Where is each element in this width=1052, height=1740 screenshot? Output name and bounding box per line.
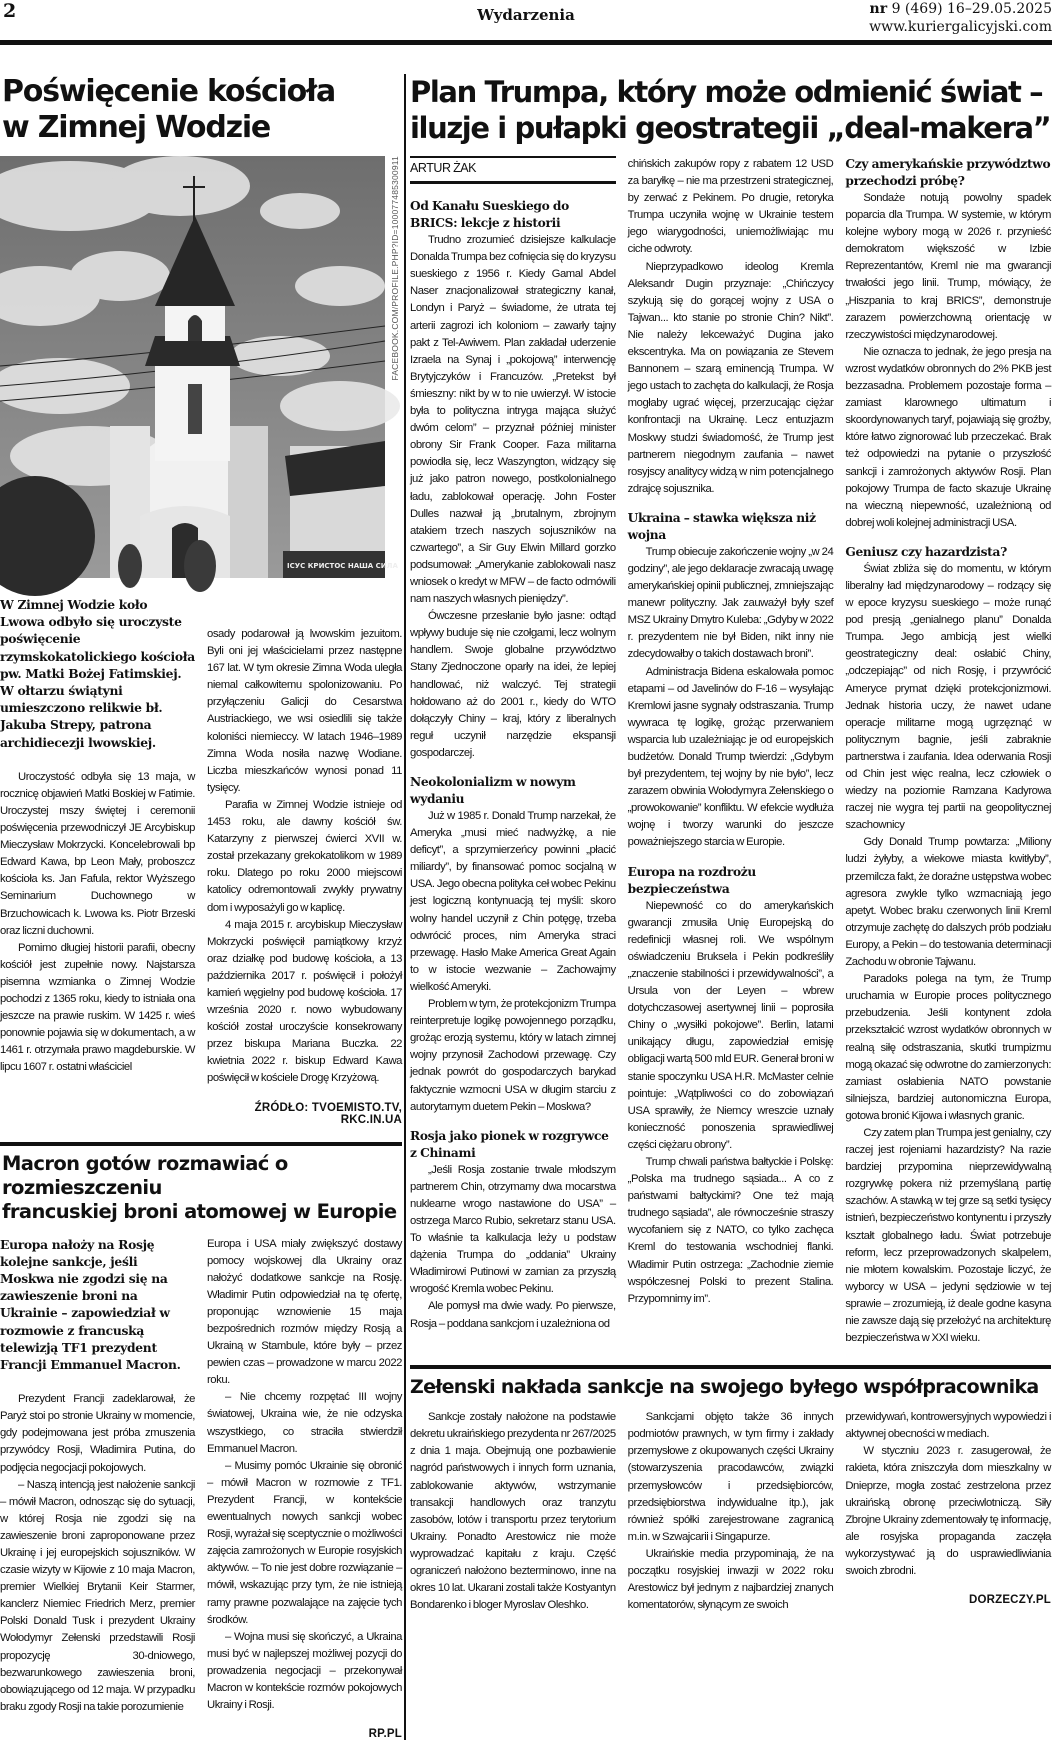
right-zone bbox=[410, 74, 1051, 1740]
paragraph: Gdy Donald Trump powtarza: „Miliony ludzi żyłyby, a wiekowe miasta kwitłyby”, przemilcza fakt, że doraźne ustępstwa wobec agresora zwykle tylko wzmacniają jego apetyt. Wobec braku czerwonych linii Kreml otrzymuje zachętę do dalszych prób podziału Europy, a Pekin – do testowania determinacji Zachodu w obronie Tajwanu. bbox=[845, 836, 1052, 969]
subheading: Ukraina – stawka większa niż wojna bbox=[627, 510, 816, 542]
macron-rule bbox=[0, 1142, 402, 1146]
trump-column-2 bbox=[628, 156, 834, 1308]
byline: ARTUR ŻAK bbox=[410, 156, 616, 184]
subheading: Europa na rozdrożu bezpieczeństwa bbox=[627, 864, 756, 896]
macron-column-1 bbox=[0, 1236, 195, 1716]
subheading: Od Kanału Sueskiego do BRICS: lekcje z historii bbox=[410, 199, 569, 231]
macron-column-1-body bbox=[0, 1391, 195, 1716]
church-column-2 bbox=[207, 596, 402, 1126]
paragraph: 4 maja 2015 r. arcybiskup Mieczysław Mokrzycki poświęcił pamiątkowy krzyż oraz działkę pod budowę kościoła, a 13 października 2017 r. poświęcił i położył kamień węgielny pod budowę kościoła. 17 września 2020 r. nowo wybudowany kościół został uroczyście konsekrowany przez biskupa Mariana Buczka. 22 kwietnia 2022 r. biskup Edward Kawa poświęcił w kościele Drogę Krzyżową. bbox=[207, 918, 402, 1085]
paragraph: – Wojna musi się skończyć, a Ukraina musi być w najlepszej możliwej pozycji do prowadzenia negocjacji – przekonywał Macron w kontekście rozmów pokojowych Ukrainy i Rosji. bbox=[207, 1630, 402, 1712]
church-photo-block bbox=[0, 156, 402, 578]
church-headline-line2: w Zimnej Wodzie bbox=[2, 110, 271, 145]
macron-headline bbox=[0, 1152, 402, 1224]
church-lead: W Zimnej Wodzie koło Lwowa odbyło się uroczyste poświęcenie rzymskokatolickiego kościoła pw. Matki Bożej Fatimskiej. W ołtarzu świątyni umieszczono relikwie bł. Jakuba Strepy, patrona archidiecezji lwowskiej. bbox=[0, 597, 195, 750]
column-divider bbox=[404, 74, 406, 1740]
trump-headline-line2: iluzje i pułapki geostrategii „deal-makera” bbox=[410, 111, 1051, 145]
subheading: Geniusz czy hazardzista? bbox=[845, 544, 1007, 559]
trump-headline-line1: Plan Trumpa, który może odmienić świat – bbox=[410, 75, 1043, 109]
church-headline-line1: Poświęcenie kościoła bbox=[2, 74, 336, 109]
church-column-1-body bbox=[0, 769, 195, 1077]
macron-source: RP.PL bbox=[368, 1728, 402, 1740]
paragraph: Trump obiecuje zakończenie wojny „w 24 godziny”, ale jego deklaracje zwracają uwagę amerykańskiej opinii publicznej, zmniejszając manewr polityczny. Jak zauważył były szef MSZ Ukrainy Dmytro Kuleba: „Gdyby w 2022 r. prezydentem nie był Biden, nikt inny nie zdecydowałby o takich dostawach broni”. bbox=[627, 545, 834, 661]
issue-prefix: nr bbox=[869, 1, 888, 17]
paragraph: Niepewność co do amerykańskich gwarancji zmusiła Unię Europejską do redefinicji własnej roli. We wspólnym oświadczeniu Bruksela i Pekin podkreśliły „znaczenie stabilności i przewidywalności”, a Ursula von der Leyen – wbrew dotychczasowej asertywnej linii – poprosiła Chiny o „wysiłki pokojowe”. Berlin, latami unikający długu, zapowiedział emisję obligacji wartą 500 mld EUR. Generał broni w stanie spoczynku USA H.R. McMaster celnie pointuje: „Wątpliwości co do zobowiązań USA sprawiły, że Niemcy wreszcie uznały konieczność ponoszenia sprawiedliwej części ciężaru obrony”. bbox=[627, 899, 834, 1151]
left-zone bbox=[0, 74, 402, 1740]
paragraph: Prezydent Francji zadeklarował, że Paryż stoi po stronie Ukrainy w momencie, gdy podejmowana jest próba zmuszenia przywódcy Rosji, Władimira Putina, do podjęcia negocjacji pokojowych. bbox=[0, 1393, 195, 1474]
photo-credit bbox=[388, 156, 402, 578]
trump-headline bbox=[410, 74, 1051, 146]
subheading: Czy amerykańskie przywództwo przechodzi próbę? bbox=[845, 157, 1051, 188]
paragraph: – Naszą intencją jest nałożenie sankcji – mówił Macron, odnosząc się do sytuacji, w której Rosja nie zgodzi się na zawieszenie broni zaproponowane przez Ukrainę i jej europejskich sojuszników. W czasie wizyty w Kijowie z 10 maja Macron, premier Wielkiej Brytanii Keir Starmer, kanclerz Niemiec Friedrich Merz, premier Polski Donald Tusk i prezydent Ukrainy Wołodymyr Zełenski przedstawili Rosji propozycję 30-dniowego, bezwarunkowego zawieszenia broni, obowiązującego od 12 maja. W przypadku braku zgody Rosji na takie porozumienie bbox=[0, 1478, 195, 1713]
macron-headline-line1: Macron gotów rozmawiać o rozmieszczeniu bbox=[2, 1151, 288, 1199]
paragraph: W styczniu 2023 r. zasugerował, że rakieta, która zniszczyła dom mieszkalny w Dnieprze, mogła zostać zestrzelona przez ukraińską obronę przeciwlotniczą. Siły Zbrojne Ukrainy zdementowały tę informację, ale rosyjska propaganda zaczęła wykorzystywać ją do usprawiedliwiania swoich zbrodni. bbox=[845, 1445, 1052, 1578]
macron-body bbox=[0, 1236, 402, 1740]
paragraph: Świat zbliża się do momentu, w którym liberalny ład międzynarodowy – rodzący się w epoce kryzysu sueskiego – może runąć pod presją „genialnego planu” Donalda Trumpa. Jego ambicją jest wielki geostrategiczny deal: osłabić Chiny, „odczepiając” od nich Rosję, i przywrócić Ameryce prymat dzięki protekcjonizmowi. Jednak historia uczy, że nawet udane operacje militarne mogą ugrzęznąć w politycznym bagnie, jeśli zabraknie partnerstwa i zaufania. Idea oderwania Rosji od Chin jest więc realna, lecz człowiek o wiedzy na poziomie Ramzana Kadyrowa raczej nie wygra tej partii na geopolitycznej szachownicy bbox=[845, 562, 1052, 832]
issue-info bbox=[869, 0, 1052, 36]
church-column-1 bbox=[0, 596, 195, 1077]
paragraph: chińskich zakupów ropy z rabatem 12 USD za baryłkę – nie ma przestrzeni strategicznej, by zerwać z Pekinem. Po drugie, retoryka Trumpa uczyniła wojnę w Ukrainie testem jego wiarygodności, uniemożliwiając mu ciche odwroty. bbox=[627, 158, 834, 256]
masthead-rule bbox=[0, 40, 1052, 45]
subheading: Rosja jako pionek w rozgrywce z Chinami bbox=[410, 1128, 609, 1160]
paragraph: Paradoks polega na tym, że Trump uruchamia w Europie proces politycznego przebudzenia. Jeśli kontynent zdoła przekształcić wzrost wydatków obronnych w realną siłę odstraszania, skutki trumpizmu mogą okazać się odwrotne do zamierzonych: zamiast osłabienia NATO powstanie silniejsza, bardziej autonomiczna Europa, gotowa bronić Kijowa i własnych granic. bbox=[845, 973, 1052, 1122]
zelenski-column-3 bbox=[845, 1409, 1051, 1606]
issue-number-date: 9 (469) 16–29.05.2025 bbox=[891, 1, 1052, 17]
zelenski-rule bbox=[410, 1365, 1051, 1369]
photo-credit-text: FACEBOOK.COM/PROFILE.PHP?ID=100077485300911 bbox=[390, 156, 400, 381]
zelenski-body bbox=[410, 1409, 1051, 1614]
macron-column-2-body bbox=[207, 1236, 402, 1715]
paragraph: przewidywań, kontrowersyjnych wypowiedzi i aktywnej obecności w mediach. bbox=[845, 1411, 1052, 1441]
paragraph: Nieprzypadkowo ideolog Kremla Aleksandr Dugin przyznaje: „Chińczycy szykują się do gorącej wojny z USA o Tajwan... kto stanie po stronie Chin? Nikt”. Nie należy lekceważyć Dugina jako ekscentryka. Ma on powiązania ze Stevem Bannonem – szarą eminencją Trumpa. W jego ustach to zachęta do kalkulacji, że Rosja mogłaby ugrać więcej, przerzucając ciężar konfrontacji na Ukrainę. Lecz entuzjazm Moskwy studzi świadomość, że Trump jest partnerem niegodnym zaufania – nawet rosyjscy analitycy widzą w nim potencjalnego zdrajcę sojusznika. bbox=[627, 260, 834, 495]
website-link[interactable]: www.kuriergalicyjski.com bbox=[869, 19, 1052, 35]
paragraph: Sankcjami objęto także 36 innych podmiotów prawnych, w tym firmy i zakłady przemysłowe z okupowanych części Ukrainy (stowarzyszenia pracodawców, związki przemysłowców i przedsiębiorców, przedsiębiorstwa indywidualne itp.), jak również spółki zarejestrowane zagranicą m.in. w Szwajcarii i Singapurze. bbox=[627, 1411, 834, 1543]
church-headline bbox=[0, 74, 402, 146]
page-grid bbox=[0, 74, 1052, 1740]
macron-column-2 bbox=[207, 1236, 402, 1740]
church-body bbox=[0, 596, 402, 1126]
paragraph: Pomimo długiej historii parafii, obecny kościół jest zupełnie nowy. Najstarsza pisemna wzmianka o Zimnej Wodzie pochodzi z 1365 roku, kiedy to istniała ona jeszcze na prawie ruskim. W 1425 r. wieś ponownie pojawia się w dokumentach, a w 1461 r. otrzymała prawo magdeburskie. W lipcu 1607 r. ostatni właściciel bbox=[0, 941, 195, 1074]
zelenski-article bbox=[410, 1365, 1051, 1614]
paragraph: Europa i USA miały zwiększyć dostawy pomocy wojskowej dla Ukrainy oraz nałożyć dodatkowe sankcje na Rosję. Władimir Putin odpowiedział na tę ofertę, proponując wznowienie 15 maja bezpośrednich rozmów między Rosją a Ukrainą w Stambule, które były – przez pewien czas – prowadzone w marcu 2022 roku. bbox=[207, 1237, 402, 1387]
paragraph: – Nie chcemy rozpętać III wojny światowej, Ukraina wie, że nie odzyska wszystkiego, co straciła stwierdził Emmanuel Macron. bbox=[207, 1391, 402, 1455]
paragraph: Administracja Bidena eskalowała pomoc etapami – od Javelinów do F-16 – wysyłając Kremlowi jasne sygnały odstraszania. Trump wywraca tę logikę, grożąc przerwaniem wsparcia lub uzależniając je od europejskich budżetów. Donald Trump twierdzi: „Gdybym był prezydentem, tej wojny by nie było”, lecz zarazem obwinia Wołodymyra Zełenskiego o „prowokowanie” konfliktu. W efekcie wydłuża wojnę i tworzy warunki do jeszcze poważniejszego starcia w Europie. bbox=[627, 665, 834, 849]
church-column-2-body bbox=[207, 626, 402, 1088]
trump-article bbox=[410, 74, 1051, 1347]
paragraph: Ukraińskie media przypominają, że na początku rosyjskiej inwazji w 2022 roku Arestowicz był jednym z najbardziej znanych komentatorów, słynącym ze swoich bbox=[627, 1547, 834, 1612]
paragraph: Ale pomysł ma dwie wady. Po pierwsze, Rosja – poddana sankcjom i uzależniona od bbox=[410, 1300, 616, 1330]
paragraph: osady podarował ją lwowskim jezuitom. Byli oni jej właścicielami przez następne 167 lat. W tym okresie Zimna Woda uległa niemal całkowitemu spolonizowaniu. Po przyłączeniu Galicji do Cesarstwa Austriackiego, we wsi osiedlili się także koloniści niemieccy. W latach 1946–1989 Zimna Woda nosiła nazwę Wodiane. Liczba mieszkańców wynosi ponad 11 tysięcy. bbox=[207, 628, 402, 794]
paragraph: Trump chwali państwa bałtyckie i Polskę: „Polska ma trudnego sąsiada... A co z państwami bałtyckimi? One też mają trudnego sąsiada”, ale równocześnie straszy wycofaniem się z NATO, co tylko zachęca Kreml do testowania wschodniej flanki. Władimir Putin ostrzega: „Zachodnie ziemie współczesnej Polski to prezent Stalina. Przypomnimy im”. bbox=[627, 1155, 834, 1305]
paragraph: Ówczesne przesłanie było jasne: odtąd wpływy buduje się nie czołgami, lecz wolnym handlem. Swoje globalne przywództwo Stany Zjednoczone oparły na idei, że lepiej handlować, niż walczyć. Tej strategii hołdowano aż do 2001 r., kiedy do WTO dołączyły Chiny – kraj, który z liberalnych reguł uczynił narzędzie ekspansji gospodarczej. bbox=[410, 610, 616, 759]
zelenski-column-1 bbox=[410, 1409, 616, 1614]
church-article bbox=[0, 74, 402, 1126]
paragraph: – Musimy pomóc Ukrainie się obronić – mówił Macron w rozmowie z TF1. Prezydent Francji, w kontekście ewentualnych nowych sankcji wobec Rosji, wyrażał się sceptycznie o możliwości zajęcia zamrożonych w Europie rosyjskich aktywów. – To nie jest dobre rozwiązanie – mówił, wskazując przy tym, że nie istnieją ramy prawne pozwalające na zajęcie tych środków. bbox=[207, 1459, 402, 1626]
paragraph: Czy zatem plan Trumpa jest genialny, czy raczej jest rojeniami hazardzisty? Na razie bardziej przypomina nieprzewidywalną rozgrywkę pokera niż przemyślaną partię szachów. A stawką w tej grze są setki tysięcy istnień, bezpieczeństwo kontynentu i przyszły kształt globalnego ładu. Świat potrzebuje reform, lecz przeprowadzonych skalpelem, nie młotem kowalskim. Pozostaje liczyć, że wyborcy w USA – jedyni sędziowie w tej sprawie – zrozumieją, iż deale godne kasyna nie zawsze dają się przełożyć na architekturę bezpieczeństwa w XXI wieku. bbox=[845, 1126, 1052, 1345]
paragraph: Trudno zrozumieć dzisiejsze kalkulacje Donalda Trumpa bez cofnięcia się do kryzysu sueskiego z 1956 r. Kiedy Gamal Abdel Naser znacjonalizował strategiczny kanał, Londyn i Paryż – świadome, że utrata tej arterii zagrozi ich koloniom – zawarły tajny pakt z Tel-Awiwem. Plan zakładał uderzenie Izraela na Synaj i „pokojową” interwencję Brytyjczyków i Francuzów. „Pretekst był śmieszny: nikt by w to nie uwierzył. W istocie była to polityczna intryga mająca służyć dwóm celom” – przyznał później minister obrony Sir Frank Cooper. Faza militarna powiodła się, lecz Waszyngton, widzący się już jako patron nowego, postkolonialnego ładu, zablokował operację. John Foster Dulles nazwał ją „brutalnym, zbrojnym atakiem trzech naszych sojuszników na czwartego”, a Sir Guy Elwin Millard gorzko podsumował: „Amerykanie zablokowali nasz wniosek o kredyt w MFW – de facto odmówili nam naszych własnych pieniędzy”. bbox=[410, 234, 616, 606]
paragraph: Problem w tym, że protekcjonizm Trumpa reinterpretuje logikę powojennego porządku, grożąc erozją systemu, który w latach zimnej wojny przynosił Zachodowi przewagę. Czy jednak powrót do gospodarczych barykad faktycznie wzmocni USA w długim starciu z autorytarnym duetem Pekin – Moskwa? bbox=[410, 998, 616, 1113]
zelenski-column-2 bbox=[628, 1409, 834, 1614]
paragraph: Sondaże notują powolny spadek poparcia dla Trumpa. W systemie, w którym kolejne wybory mogą w 2026 r. przynieść demokratom większość w Izbie Reprezentantów, Kreml nie ma gwarancji trwałości jego linii. Trump, mówiący, że „Hiszpania to kraj BRICS”, demonstruje zarazem powierzchowną orientację w rzeczywistości międzynarodowej. bbox=[845, 192, 1052, 341]
macron-headline-line2: francuskiej broni atomowej w Europie bbox=[2, 1199, 397, 1223]
zelenski-headline: Zełenski nakłada sankcje na swojego byłego współpracownika bbox=[410, 1376, 1039, 1399]
paragraph: Nie oznacza to jednak, że jego presja na wzrost wydatków obronnych do 2% PKB jest bezzasadna. Problemem pozostaje forma – zamiast klarownego ultimatum i skoordynowanych taryf, pojawiają się groźby, które łatwo zignorować lub przeczekać. Brak też odpowiedzi na pytanie o przyszłość sankcji i zamrożonych aktywów Rosji. Plan pokojowy Trumpa de facto skazuje Ukrainę na wieczną niepewność, uzależnioną od dobrej woli kolejnej administracji USA. bbox=[845, 345, 1052, 529]
zelenski-column-3-body bbox=[845, 1409, 1051, 1580]
macron-article bbox=[0, 1142, 402, 1740]
church-source: ŹRÓDŁO: TVOEMISTO.TV, RKC.IN.UA bbox=[254, 1101, 402, 1126]
page-number: 2 bbox=[3, 0, 17, 22]
paragraph: Uroczystość odbyła się 13 maja, w rocznicę objawień Matki Boskiej w Fatimie. Uroczystej mszy świętej i ceremonii poświęcenia przewodniczył JE Arcybiskup Mieczysław Mokrzycki. Koncelebrowali bp Edward Kawa, bp Leon Mały, proboszcz kościoła ks. Jan Fafula, rektor Wyższego Seminarium Duchownego w Brzuchowicach k. Lwowa ks. Piotr Brzeski oraz liczni duchowni. bbox=[0, 770, 195, 937]
zelenski-source: DORZECZY.PL bbox=[968, 1594, 1052, 1607]
trump-column-1 bbox=[410, 156, 616, 1333]
trump-column-1-body bbox=[410, 198, 616, 1333]
macron-lead: Europa nałoży na Rosję kolejne sankcje, jeśli Moskwa nie zgodzi się na zawieszenie broni na Ukrainie – zapowiedział w rozmowie z francuską telewizją TF1 prezydent Francji Emmanuel Macron. bbox=[0, 1236, 181, 1372]
paragraph: Już w 1985 r. Donald Trump narzekał, że Ameryka „musi mieć nadwyżkę, a nie deficyt”, a sprzymierzeńcy powinni „płacić miliardy”, by finansować pomoc socjalną w USA. Jego obecna polityka ceł wobec Pekinu jest logiczną kontynuacją tej myśli: skoro wolny handel uczynił z Chin potęgę, trzeba odwrócić proces, nim Ameryka straci przewagę. Hasło Make America Great Again to w istocie wezwanie – Zachowajmy wielkość Ameryki. bbox=[410, 810, 616, 993]
masthead bbox=[0, 0, 1052, 46]
paragraph: „Jeśli Rosja zostanie trwale młodszym partnerem Chin, otrzymamy dwa mocarstwa nuklearne wrogo nastawione do USA” – ostrzega Marco Rubio, sekretarz stanu USA. To właśnie ta kalkulacja leży u podstaw dążenia Trumpa do „oddania” Ukrainy Władimirowi Putinowi w zamian za przyszłą wrogość Kremla wobec Pekinu. bbox=[410, 1163, 616, 1296]
photo-banner-text: ІСУС КРИСТОС НАША СИЛА bbox=[287, 562, 398, 570]
trump-body bbox=[410, 156, 1051, 1347]
paragraph: Sankcje zostały nałożone na podstawie dekretu ukraińskiego prezydenta nr 267/2025 z dnia 1 maja. Obejmują one pozbawienie nagród państwowych i innych form uznania, zablokowanie aktywów, wstrzymanie transakcji handlowych oraz tranzytu zasobów, lotów i transportu przez terytorium Ukrainy. Ponadto Arestowicz nie może wyprowadzać kapitału z kraju. Część ograniczeń nałożono bezterminowo, inne na okres 10 lat. Ukarani zostali także Kostyantyn Bondarenko i bloger Myroslav Oleshko. bbox=[410, 1411, 616, 1612]
trump-column-3 bbox=[845, 156, 1051, 1347]
paragraph: Parafia w Zimnej Wodzie istnieje od 1453 roku, ale dawny kościół św. Katarzyny z pierwszej ćwierci XVII w. został przekazany grekokatolikom w 1989 roku. Dlatego po roku 2000 miejscowi katolicy odremontowali zwykły prywatny dom i wyposażyli go w kaplicę. bbox=[207, 798, 402, 914]
subheading: Neokolonializm w nowym wydaniu bbox=[410, 775, 576, 806]
section-title: Wydarzenia bbox=[477, 6, 575, 24]
